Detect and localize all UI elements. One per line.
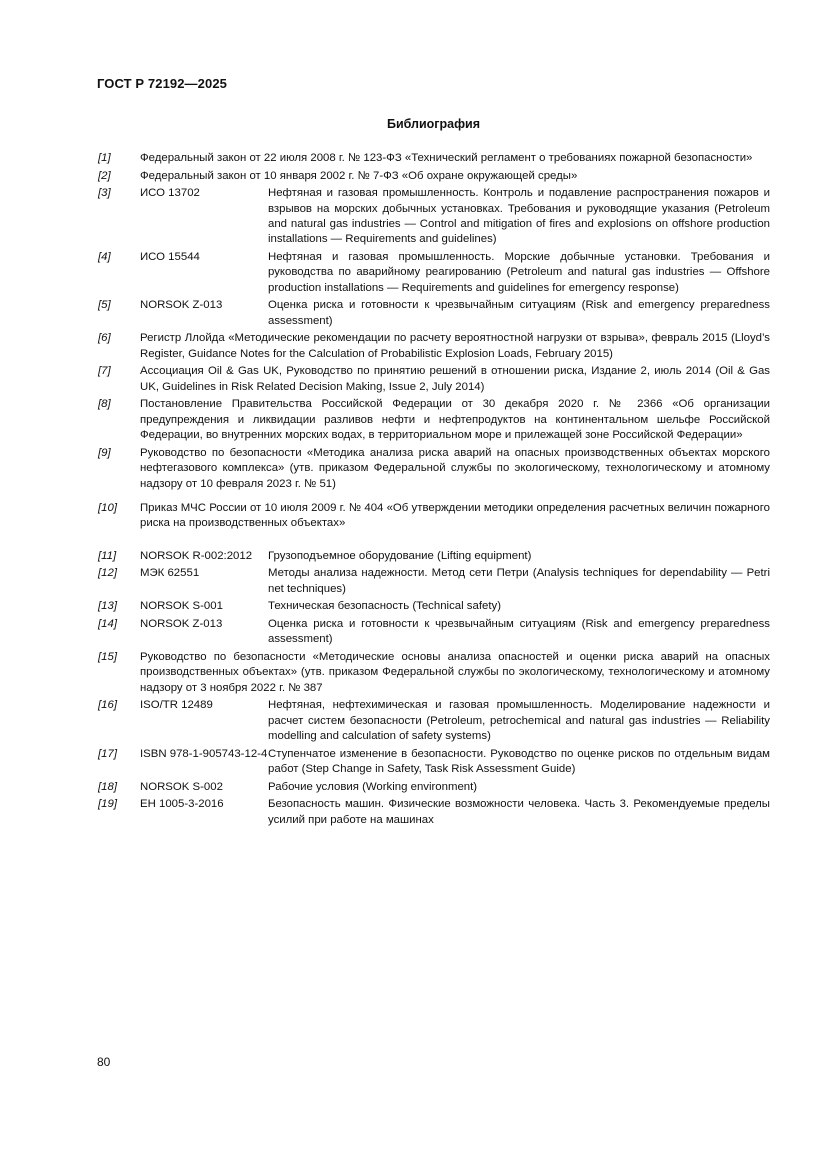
bibliography-entry-5 <box>98 298 770 329</box>
bibliography-entry-19 <box>98 797 770 828</box>
entry-code: NORSOK S-002 <box>140 780 223 793</box>
page-number: 80 <box>97 1055 111 1069</box>
bibliography-entry-12 <box>98 566 770 597</box>
entry-number: [9] <box>98 446 111 459</box>
bibliography-entry-17 <box>98 747 770 778</box>
entry-number: [11] <box>98 549 117 562</box>
bibliography-entry-6 <box>98 331 770 362</box>
entry-text: Безопасность машин. Физические возможности человека. Часть 3. Рекомендуемые пределы усилий при работе на машинах <box>268 798 770 826</box>
bibliography-entry-10 <box>98 501 770 532</box>
entry-text: Федеральный закон от 10 января 2002 г. № 7-ФЗ «Об охране окружающей среды» <box>140 169 578 182</box>
entry-code: NORSOK Z-013 <box>140 618 223 631</box>
entry-text: Руководство по безопасности «Методические основы анализа опасностей и оценки риска аварий на опасных производственных объектах» (утв. приказом Федеральной службы по экологическому, технологическому и атомному надзору от 3 ноября 2022 г. № 387 <box>140 651 770 694</box>
entry-number: [18] <box>98 780 117 793</box>
entry-text: Грузоподъемное оборудование (Lifting equipment) <box>268 549 532 562</box>
bibliography-entry-1 <box>98 151 770 166</box>
bibliography-entry-9 <box>98 446 770 492</box>
bibliography-entry-2 <box>98 169 770 184</box>
bibliography-entry-15 <box>98 650 770 696</box>
entry-number: [10] <box>98 502 117 515</box>
entry-number: [6] <box>98 332 111 345</box>
entry-number: [8] <box>98 398 111 411</box>
entry-code: NORSOK Z-013 <box>140 299 223 312</box>
entry-number: [3] <box>98 187 111 200</box>
entry-number: [4] <box>98 251 111 263</box>
entry-text: Рабочие условия (Working environment) <box>268 780 478 793</box>
bibliography-entry-13 <box>98 599 770 614</box>
bibliography-title: Библиография <box>386 117 481 131</box>
entry-number: [19] <box>98 798 117 811</box>
entry-text: Оценка риска и готовности к чрезвычайным ситуациям (Risk and emergency preparedness assessment) <box>268 299 770 327</box>
entry-text: Нефтяная и газовая промышленность. Морские добычные установки. Требования и руководства по аварийному реагированию (Petroleum and natural gas industries — Offshore production installations — Requirements and guidelines for emergency response) <box>268 251 770 294</box>
entry-text: Регистр Ллойда «Методические рекомендации по расчету вероятностной нагрузки от взрыва», февраль 2015 (Lloyd’s Register, Guidance Notes for the Calculation of Probabilistic Explosion Loads, February 2015) <box>140 332 770 360</box>
entry-code: ИСО 13702 <box>140 187 200 200</box>
entry-text: Приказ МЧС России от 10 июля 2009 г. № 404 «Об утверждении методики определения расчетных величин пожарного риска на производственных объектах» <box>140 502 770 530</box>
bibliography-entry-16 <box>98 698 770 744</box>
entry-text: Методы анализа надежности. Метод сети Петри (Analysis techniques for dependability — Petri net techniques) <box>268 567 770 595</box>
entry-number: [15] <box>98 651 117 664</box>
entry-code: ИСО 15544 <box>140 251 200 263</box>
bibliography-list <box>98 151 770 830</box>
entry-text: Оценка риска и готовности к чрезвычайным ситуациям (Risk and emergency preparedness assessment) <box>268 618 770 646</box>
entry-number: [5] <box>98 299 111 312</box>
bibliography-entry-4 <box>98 250 770 296</box>
entry-code: МЭК 62551 <box>140 567 200 580</box>
entry-text: Руководство по безопасности «Методика анализа риска аварий на опасных производственных объектах морского нефтегазового комплекса» (утв. приказом Федеральной службы по экологическому, технологическому и атомному надзору от 10 февраля 2023 г. № 51) <box>140 446 770 490</box>
bibliography-entry-8 <box>98 397 770 443</box>
entry-text: Ассоциация Oil & Gas UK, Руководство по принятию решений в отношении риска, Издание 2, июль 2014 (Oil & Gas UK, Guidelines in Risk Related Decision Making, Issue 2, July 2014) <box>140 365 770 393</box>
entry-number: [7] <box>98 365 111 378</box>
entry-number: [16] <box>98 699 117 712</box>
entry-text: Нефтяная и газовая промышленность. Контроль и подавление распространения пожаров и взрывов на морских добычных установках. Требования и руководящие указания (Petroleum and natural gas industries — Control and mitigation of fires and explosions on offshore production installations — Requirements and guidelines) <box>268 187 770 246</box>
entry-number: [14] <box>98 618 117 631</box>
entry-code: NORSOK R-002:2012 <box>140 549 253 562</box>
entry-code: ISBN 978-1-905743-12-4 <box>140 747 268 760</box>
entry-number: [12] <box>98 567 117 580</box>
entry-text: Постановление Правительства Российской Федерации от 30 декабря 2020 г. № 2366 «Об организации предупреждения и ликвидации разливов нефти и нефтепродуктов на континентальном шельфе Российской Федерации, во внутренних морских водах, в территориальном море и прилежащей зоне Российской Федерации» <box>140 398 770 442</box>
bibliography-entry-18 <box>98 780 770 795</box>
bibliography-entry-7 <box>98 364 770 395</box>
bibliography-entry-11 <box>98 549 770 564</box>
document-header: ГОСТ Р 72192—2025 <box>97 76 227 91</box>
entry-text: Федеральный закон от 22 июля 2008 г. № 123-ФЗ «Технический регламент о требованиях пожарной безопасности» <box>140 152 753 164</box>
entry-number: [2] <box>98 169 111 182</box>
entry-text: Ступенчатое изменение в безопасности. Руководство по оценке рисков по отдельным видам работ (Step Change in Safety, Task Risk Assessment Guide) <box>268 747 770 776</box>
bibliography-entry-14 <box>98 617 770 648</box>
entry-number: [1] <box>98 152 111 164</box>
entry-text: Нефтяная, нефтехимическая и газовая промышленность. Моделирование надежности и расчет систем безопасности (Petroleum, petrochemical and natural gas industries — Reliability modelling and calculation of safety systems) <box>268 699 770 743</box>
entry-code: ЕН 1005-3-2016 <box>140 798 224 811</box>
entry-text: Техническая безопасность (Technical safety) <box>268 600 501 613</box>
entry-code: ISO/TR 12489 <box>140 699 213 712</box>
entry-number: [17] <box>98 747 117 760</box>
bibliography-entry-3 <box>98 186 770 248</box>
entry-number: [13] <box>98 600 117 613</box>
entry-code: NORSOK S-001 <box>140 600 223 613</box>
